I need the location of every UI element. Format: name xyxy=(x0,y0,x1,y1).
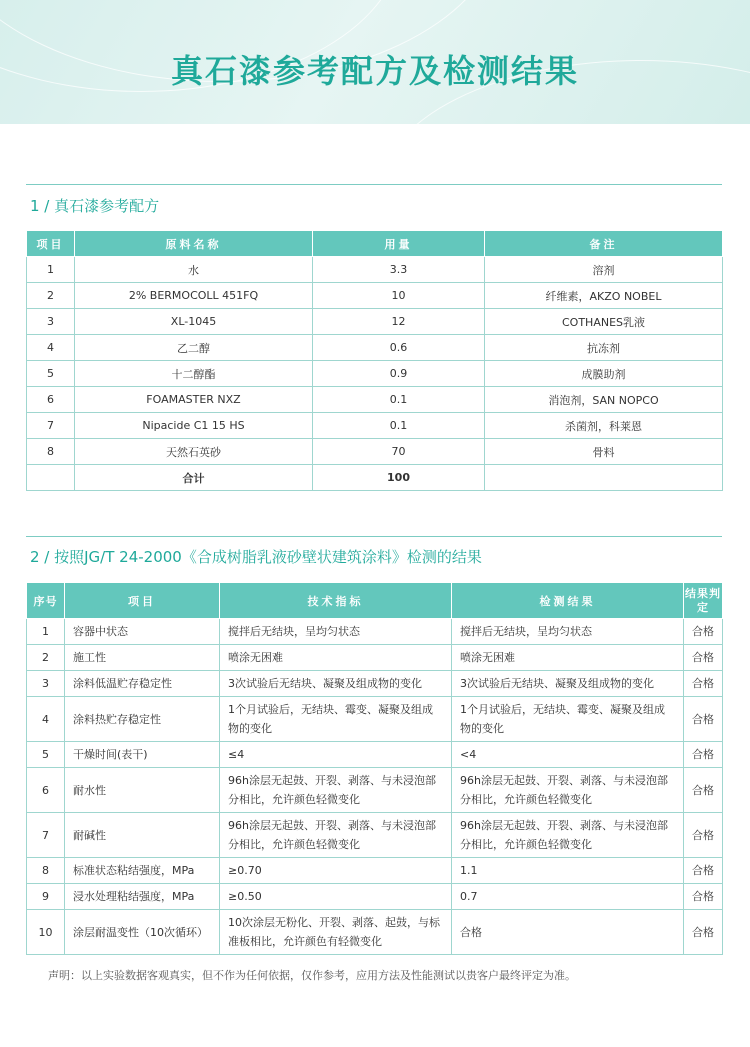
cell-no: 10 xyxy=(27,910,65,955)
table-row xyxy=(27,645,723,671)
cell-spec: 喷涂无困难 xyxy=(220,645,452,671)
divider xyxy=(26,184,722,185)
cell-remark: COTHANES乳液 xyxy=(485,309,723,335)
cell-item-no: 8 xyxy=(27,439,75,465)
cell-result: 1.1 xyxy=(452,858,684,884)
formula-table xyxy=(26,230,723,491)
col-header-remark: 备注 xyxy=(485,231,723,257)
cell-result: 96h涂层无起鼓、开裂、剥落、与未浸泡部分相比，允许颜色轻微变化 xyxy=(452,813,684,858)
cell-amount: 10 xyxy=(313,283,485,309)
cell-spec: 96h涂层无起鼓、开裂、剥落、与未浸泡部分相比，允许颜色轻微变化 xyxy=(220,813,452,858)
cell-result: 喷涂无困难 xyxy=(452,645,684,671)
cell-no: 5 xyxy=(27,742,65,768)
cell-spec: 3次试验后无结块、凝聚及组成物的变化 xyxy=(220,671,452,697)
cell-test-item: 容器中状态 xyxy=(65,619,220,645)
total-label: 合计 xyxy=(75,465,313,491)
table-row xyxy=(27,858,723,884)
table-header-row xyxy=(27,583,723,619)
cell-test-item: 涂料热贮存稳定性 xyxy=(65,697,220,742)
cell-amount: 0.6 xyxy=(313,335,485,361)
cell-item-no: 3 xyxy=(27,309,75,335)
table-row xyxy=(27,387,723,413)
table-row xyxy=(27,335,723,361)
cell-verdict: 合格 xyxy=(684,742,723,768)
table-row xyxy=(27,361,723,387)
table-row xyxy=(27,768,723,813)
table-header-row xyxy=(27,231,723,257)
cell-test-item: 施工性 xyxy=(65,645,220,671)
cell-result: 96h涂层无起鼓、开裂、剥落、与未浸泡部分相比，允许颜色轻微变化 xyxy=(452,768,684,813)
cell-result: <4 xyxy=(452,742,684,768)
table-row xyxy=(27,697,723,742)
cell-item-no: 2 xyxy=(27,283,75,309)
disclaimer-note: 声明：以上实验数据客观真实，但不作为任何依据，仅作参考，应用方法及性能测试以贵客户最终评定为准。 xyxy=(48,969,576,982)
cell-test-item: 标准状态粘结强度，MPa xyxy=(65,858,220,884)
divider xyxy=(26,536,722,537)
table-total-row xyxy=(27,465,723,491)
title-banner xyxy=(0,0,750,124)
cell-remark: 抗冻剂 xyxy=(485,335,723,361)
cell-test-item: 涂料低温贮存稳定性 xyxy=(65,671,220,697)
section-1-title: 1 / 真石漆参考配方 xyxy=(30,197,160,215)
cell-verdict: 合格 xyxy=(684,671,723,697)
cell-no: 3 xyxy=(27,671,65,697)
cell-amount: 70 xyxy=(313,439,485,465)
table-row xyxy=(27,742,723,768)
col-header-no: 序号 xyxy=(27,583,65,619)
cell-no: 6 xyxy=(27,768,65,813)
table-row xyxy=(27,671,723,697)
cell-result: 搅拌后无结块，呈均匀状态 xyxy=(452,619,684,645)
cell-result: 合格 xyxy=(452,910,684,955)
test-results-table xyxy=(26,582,723,955)
cell-no: 1 xyxy=(27,619,65,645)
cell-spec: ≤4 xyxy=(220,742,452,768)
cell-result: 3次试验后无结块、凝聚及组成物的变化 xyxy=(452,671,684,697)
cell-material: 十二醇酯 xyxy=(75,361,313,387)
table-row xyxy=(27,813,723,858)
cell-material: FOAMASTER NXZ xyxy=(75,387,313,413)
cell-no: 4 xyxy=(27,697,65,742)
cell-item-no: 5 xyxy=(27,361,75,387)
cell-spec: ≥0.70 xyxy=(220,858,452,884)
cell-verdict: 合格 xyxy=(684,910,723,955)
table-row xyxy=(27,439,723,465)
cell-amount: 0.1 xyxy=(313,387,485,413)
cell-result: 1个月试验后，无结块、霉变、凝聚及组成物的变化 xyxy=(452,697,684,742)
cell-test-item: 耐水性 xyxy=(65,768,220,813)
table-row xyxy=(27,619,723,645)
cell-spec: 1个月试验后，无结块、霉变、凝聚及组成物的变化 xyxy=(220,697,452,742)
section-2-title: 2 / 按照JG/T 24-2000《合成树脂乳液砂壁状建筑涂料》检测的结果 xyxy=(30,548,482,566)
cell-spec: ≥0.50 xyxy=(220,884,452,910)
cell-remark: 溶剂 xyxy=(485,257,723,283)
cell-verdict: 合格 xyxy=(684,697,723,742)
cell-no: 9 xyxy=(27,884,65,910)
cell-no: 7 xyxy=(27,813,65,858)
cell-verdict: 合格 xyxy=(684,813,723,858)
cell-empty xyxy=(485,465,723,491)
cell-no: 8 xyxy=(27,858,65,884)
cell-remark: 骨料 xyxy=(485,439,723,465)
table-row xyxy=(27,413,723,439)
cell-result: 0.7 xyxy=(452,884,684,910)
cell-amount: 12 xyxy=(313,309,485,335)
table-row xyxy=(27,257,723,283)
col-header-spec: 技术指标 xyxy=(220,583,452,619)
cell-remark: 成膜助剂 xyxy=(485,361,723,387)
col-header-item: 项目 xyxy=(27,231,75,257)
cell-amount: 3.3 xyxy=(313,257,485,283)
table-row xyxy=(27,884,723,910)
cell-item-no: 1 xyxy=(27,257,75,283)
cell-item-no: 4 xyxy=(27,335,75,361)
page-title: 真石漆参考配方及检测结果 xyxy=(170,52,579,90)
cell-amount: 0.9 xyxy=(313,361,485,387)
cell-test-item: 干燥时间(表干) xyxy=(65,742,220,768)
cell-spec: 96h涂层无起鼓、开裂、剥落、与未浸泡部分相比，允许颜色轻微变化 xyxy=(220,768,452,813)
cell-verdict: 合格 xyxy=(684,768,723,813)
cell-material: 水 xyxy=(75,257,313,283)
cell-item-no: 6 xyxy=(27,387,75,413)
col-header-amount: 用量 xyxy=(313,231,485,257)
cell-spec: 搅拌后无结块，呈均匀状态 xyxy=(220,619,452,645)
cell-material: 天然石英砂 xyxy=(75,439,313,465)
col-header-material: 原料名称 xyxy=(75,231,313,257)
cell-test-item: 涂层耐温变性（10次循环） xyxy=(65,910,220,955)
cell-spec: 10次涂层无粉化、开裂、剥落、起鼓，与标准板相比，允许颜色有轻微变化 xyxy=(220,910,452,955)
cell-material: 乙二醇 xyxy=(75,335,313,361)
cell-material: XL-1045 xyxy=(75,309,313,335)
table-row xyxy=(27,283,723,309)
cell-material: 2% BERMOCOLL 451FQ xyxy=(75,283,313,309)
cell-verdict: 合格 xyxy=(684,884,723,910)
cell-material: Nipacide C1 15 HS xyxy=(75,413,313,439)
table-row xyxy=(27,910,723,955)
cell-item-no: 7 xyxy=(27,413,75,439)
total-value: 100 xyxy=(313,465,485,491)
cell-remark: 消泡剂，SAN NOPCO xyxy=(485,387,723,413)
col-header-verdict: 结果判定 xyxy=(684,583,723,619)
cell-verdict: 合格 xyxy=(684,619,723,645)
cell-remark: 杀菌剂，科莱恩 xyxy=(485,413,723,439)
col-header-result: 检测结果 xyxy=(452,583,684,619)
cell-empty xyxy=(27,465,75,491)
table-row xyxy=(27,309,723,335)
cell-remark: 纤维素，AKZO NOBEL xyxy=(485,283,723,309)
cell-verdict: 合格 xyxy=(684,645,723,671)
cell-test-item: 浸水处理粘结强度，MPa xyxy=(65,884,220,910)
cell-no: 2 xyxy=(27,645,65,671)
cell-verdict: 合格 xyxy=(684,858,723,884)
cell-amount: 0.1 xyxy=(313,413,485,439)
col-header-item: 项目 xyxy=(65,583,220,619)
cell-test-item: 耐碱性 xyxy=(65,813,220,858)
